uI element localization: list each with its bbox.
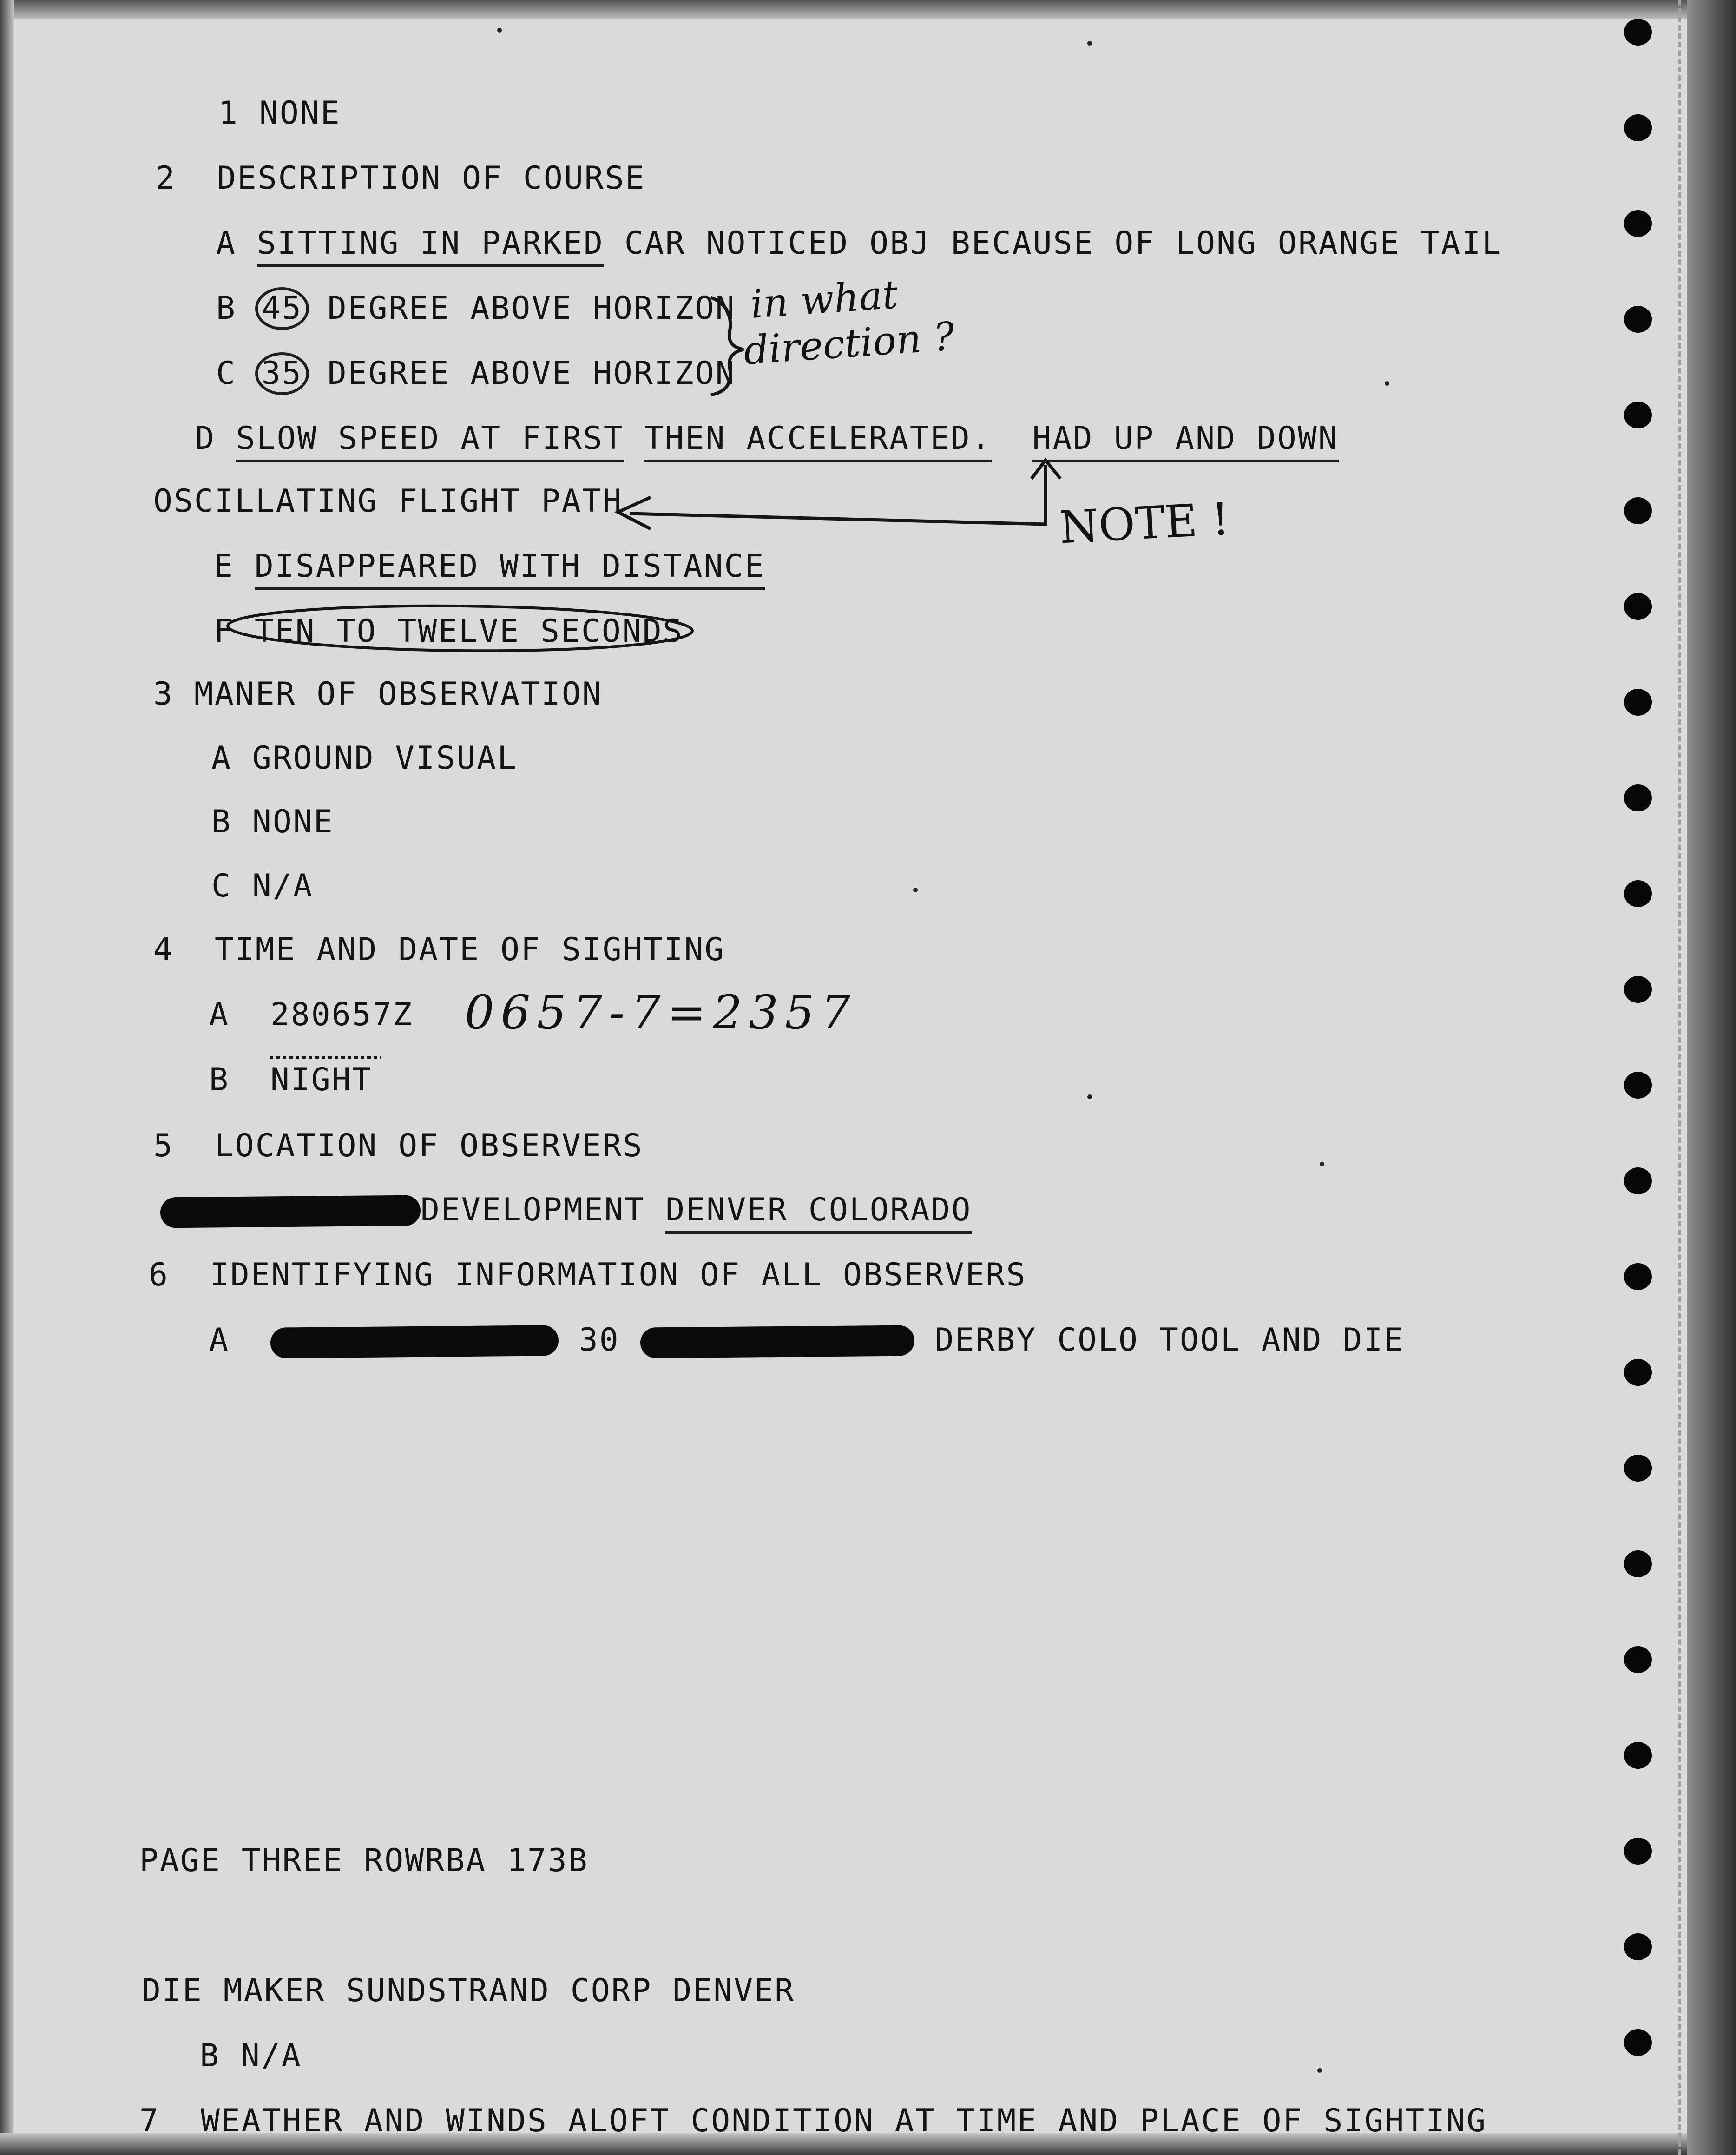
- feed-hole: [1624, 1742, 1652, 1769]
- item-text: DERBY COLO TOOL AND DIE: [934, 1322, 1405, 1358]
- handwritten-in-what: in what: [749, 271, 900, 327]
- feed-hole: [1624, 1072, 1652, 1099]
- item-4b: [209, 1061, 373, 1098]
- handwritten-note: NOTE !: [1058, 493, 1231, 554]
- circled-value: 45: [255, 287, 309, 330]
- item-6a: [209, 1322, 1405, 1358]
- feed-hole: [1624, 593, 1652, 620]
- tractor-feed-holes: [1624, 19, 1661, 2138]
- section-5-heading: [153, 1127, 644, 1164]
- scan-edge-top: [0, 0, 1736, 19]
- item-2d-continued: OSCILLATING FLIGHT PATH: [153, 483, 623, 520]
- scan-speck: [913, 888, 918, 892]
- item-3c: C N/A: [211, 868, 314, 904]
- item-3a: A GROUND VISUAL: [211, 740, 518, 777]
- redaction-bar: [640, 1325, 914, 1358]
- section-number: 4: [153, 931, 174, 968]
- feed-hole: [1624, 1838, 1652, 1865]
- redaction-bar: [160, 1195, 421, 1228]
- item-3b: B NONE: [211, 804, 334, 840]
- circled-value: 35: [255, 352, 309, 395]
- feed-hole: [1624, 19, 1652, 46]
- underlined-text: THEN ACCELERATED.: [644, 420, 992, 462]
- date-time-group: 280657Z: [270, 996, 414, 1033]
- item-2c: [216, 355, 736, 392]
- item-text: DEGREE ABOVE HORIZON: [327, 355, 736, 392]
- feed-hole: [1624, 210, 1652, 237]
- item-6b: B N/A: [200, 2037, 302, 2074]
- redaction-bar: [270, 1325, 559, 1358]
- feed-hole: [1624, 1550, 1652, 1577]
- section-title: IDENTIFYING INFORMATION OF ALL OBSERVERS: [210, 1257, 1027, 1293]
- section-title: DESCRIPTION OF COURSE: [217, 160, 646, 197]
- scan-speck: [1385, 381, 1389, 386]
- item-letter: C: [216, 355, 237, 392]
- scan-speck: [1087, 41, 1092, 46]
- handwritten-time-calculation: 0657-7=2357: [465, 985, 857, 1040]
- feed-hole: [1624, 976, 1652, 1003]
- item-letter: D: [195, 420, 216, 457]
- scan-speck: [497, 28, 502, 33]
- tractor-feed-perforation: [1678, 0, 1686, 2155]
- scan-edge-right: [1687, 0, 1736, 2155]
- feed-hole: [1624, 880, 1652, 907]
- item-2b: [216, 290, 736, 327]
- line-1-none: 1 NONE: [218, 95, 341, 132]
- item-letter: E: [214, 548, 234, 585]
- underlined-text: DISAPPEARED WITH DISTANCE: [255, 548, 765, 590]
- circled-text: TEN TO TWELVE SECONDS: [254, 613, 684, 650]
- feed-hole: [1624, 1263, 1652, 1290]
- continuation-line: DIE MAKER SUNDSTRAND CORP DENVER: [142, 1972, 796, 2009]
- feed-hole: [1624, 497, 1652, 524]
- feed-hole: [1624, 1933, 1652, 1960]
- item-2e: [214, 548, 765, 585]
- section-4-heading: [153, 931, 725, 968]
- underlined-text: DENVER COLORADO: [665, 1192, 972, 1234]
- section-7-heading-partial: 7 WEATHER AND WINDS ALOFT CONDITION AT TIME AND PLACE OF SIGHTING: [139, 2102, 1487, 2139]
- item-2a: [216, 225, 1503, 262]
- section-number: 6: [149, 1257, 169, 1293]
- feed-hole: [1624, 114, 1652, 141]
- section-number: 2: [156, 160, 176, 197]
- section-title: LOCATION OF OBSERVERS: [214, 1127, 644, 1164]
- underlined-text: SLOW SPEED AT FIRST: [236, 420, 624, 462]
- section-2-heading: [156, 160, 646, 197]
- underlined-text: HAD UP AND DOWN: [1032, 420, 1339, 462]
- section-3-heading: [153, 676, 603, 712]
- feed-hole: [1624, 1359, 1652, 1386]
- handwritten-direction: direction ?: [742, 313, 956, 374]
- item-text: NIGHT: [270, 1061, 373, 1098]
- item-letter: B: [216, 290, 237, 327]
- feed-hole: [1624, 1167, 1652, 1194]
- section-6-heading: [149, 1259, 1026, 1291]
- feed-hole: [1624, 1646, 1652, 1673]
- feed-hole: [1624, 689, 1652, 716]
- underlined-text: SITTING IN PARKED: [257, 225, 604, 267]
- item-2d: [195, 420, 1339, 457]
- observer-age: 30: [579, 1322, 620, 1358]
- scan-speck: [1087, 1094, 1092, 1099]
- scan-edge-left: [0, 0, 14, 2155]
- section-title: TIME AND DATE OF SIGHTING: [214, 931, 725, 968]
- item-letter: A: [209, 996, 230, 1033]
- page-header: PAGE THREE ROWRBA 173B: [139, 1842, 589, 1879]
- item-text: CAR NOTICED OBJ BECAUSE OF LONG ORANGE TAIL: [604, 225, 1503, 262]
- section-number: 5: [153, 1127, 174, 1164]
- item-5-location: [160, 1194, 972, 1227]
- feed-hole: [1624, 784, 1652, 811]
- feed-hole: [1624, 402, 1652, 428]
- item-letter: A: [216, 225, 237, 262]
- section-number: 3: [153, 676, 174, 712]
- item-2f: [214, 613, 684, 650]
- item-letter: B: [209, 1061, 230, 1098]
- scan-speck: [1317, 2068, 1322, 2073]
- item-4a: [209, 996, 414, 1033]
- feed-hole: [1624, 2029, 1652, 2056]
- item-letter: F: [214, 613, 234, 650]
- item-text: DEGREE ABOVE HORIZON: [327, 290, 736, 327]
- feed-hole: [1624, 1455, 1652, 1482]
- arrow-head-up: [1032, 460, 1060, 479]
- item-text: DEVELOPMENT: [421, 1192, 645, 1228]
- arrow-line: [630, 465, 1046, 524]
- section-title: MANER OF OBSERVATION: [194, 676, 603, 712]
- item-letter: A: [209, 1322, 230, 1358]
- scan-speck: [1320, 1162, 1324, 1166]
- feed-hole: [1624, 306, 1652, 333]
